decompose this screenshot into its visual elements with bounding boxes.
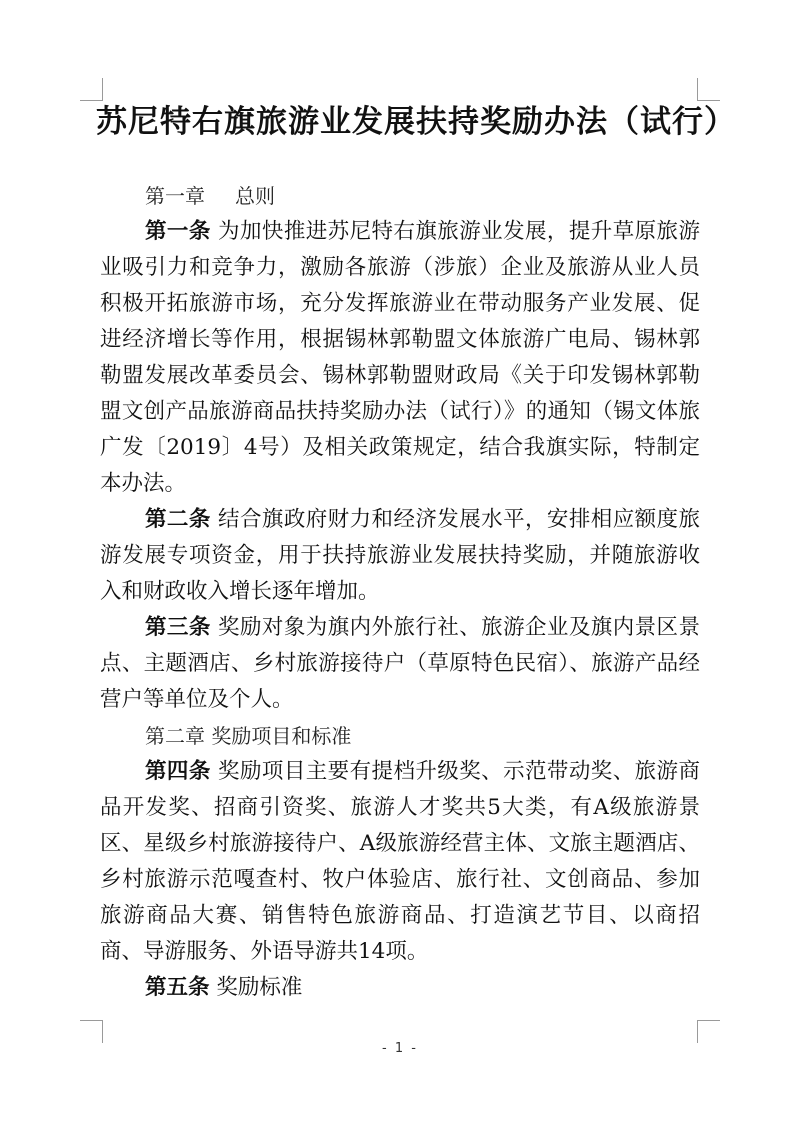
article-1	[100, 214, 700, 502]
article-label: 第三条	[145, 615, 211, 640]
crop-mark-bottom-left	[80, 1020, 103, 1043]
article-3	[100, 610, 700, 718]
article-4	[100, 754, 700, 970]
article-text: 为加快推进苏尼特右旗旅游业发展，提升草原旅游业吸引力和竞争力，激励各旅游（涉旅）企业及旅游从业人员积极开拓旅游市场，充分发挥旅游业在带动服务产业发展、促进经济增长等作用，根据锡林郭勒盟文体旅游广电局、锡林郭勒盟发展改革委员会、锡林郭勒盟财政局《关于印发锡林郭勒盟文创产品旅游商品扶持奖励办法（试行）》的通知（锡文体旅广发〔2019〕4号）及相关政策规定，结合我旗实际，特制定本办法。	[100, 219, 700, 496]
article-text: 奖励对象为旗内外旅行社、旅游企业及旗内景区景点、主题酒店、乡村旅游接待户（草原特色民宿）、旅游产品经营户等单位及个人。	[100, 615, 700, 712]
chapter-number: 第一章	[145, 184, 205, 208]
chapter-heading-1	[100, 178, 700, 214]
article-text: 结合旗政府财力和经济发展水平，安排相应额度旅游发展专项资金，用于扶持旅游业发展扶持奖励，并随旅游收入和财政收入增长逐年增加。	[100, 507, 700, 604]
chapter-heading-2: 第二章 奖励项目和标准	[145, 724, 352, 748]
article-label: 第一条	[145, 219, 211, 244]
document-title: 苏尼特右旗旅游业发展扶持奖励办法（试行）	[96, 104, 736, 140]
document-body	[100, 178, 700, 1006]
crop-mark-bottom-right	[697, 1020, 720, 1043]
chapter-name: 总则	[235, 184, 275, 208]
article-label: 第四条	[145, 759, 211, 784]
article-5	[100, 970, 700, 1006]
article-label: 第五条	[145, 975, 210, 1000]
page-number: - 1 -	[382, 1041, 418, 1056]
article-text: 奖励标准	[216, 975, 303, 1000]
article-label: 第二条	[145, 507, 211, 532]
article-2	[100, 502, 700, 610]
article-text: 奖励项目主要有提档升级奖、示范带动奖、旅游商品开发奖、招商引资奖、旅游人才奖共5大类，有A级旅游景区、星级乡村旅游接待户、A级旅游经营主体、文旅主题酒店、乡村旅游示范嘎查村、牧户体验店、旅行社、文创商品、参加旅游商品大赛、销售特色旅游商品、打造演艺节目、以商招商、导游服务、外语导游共14项。	[100, 759, 700, 964]
